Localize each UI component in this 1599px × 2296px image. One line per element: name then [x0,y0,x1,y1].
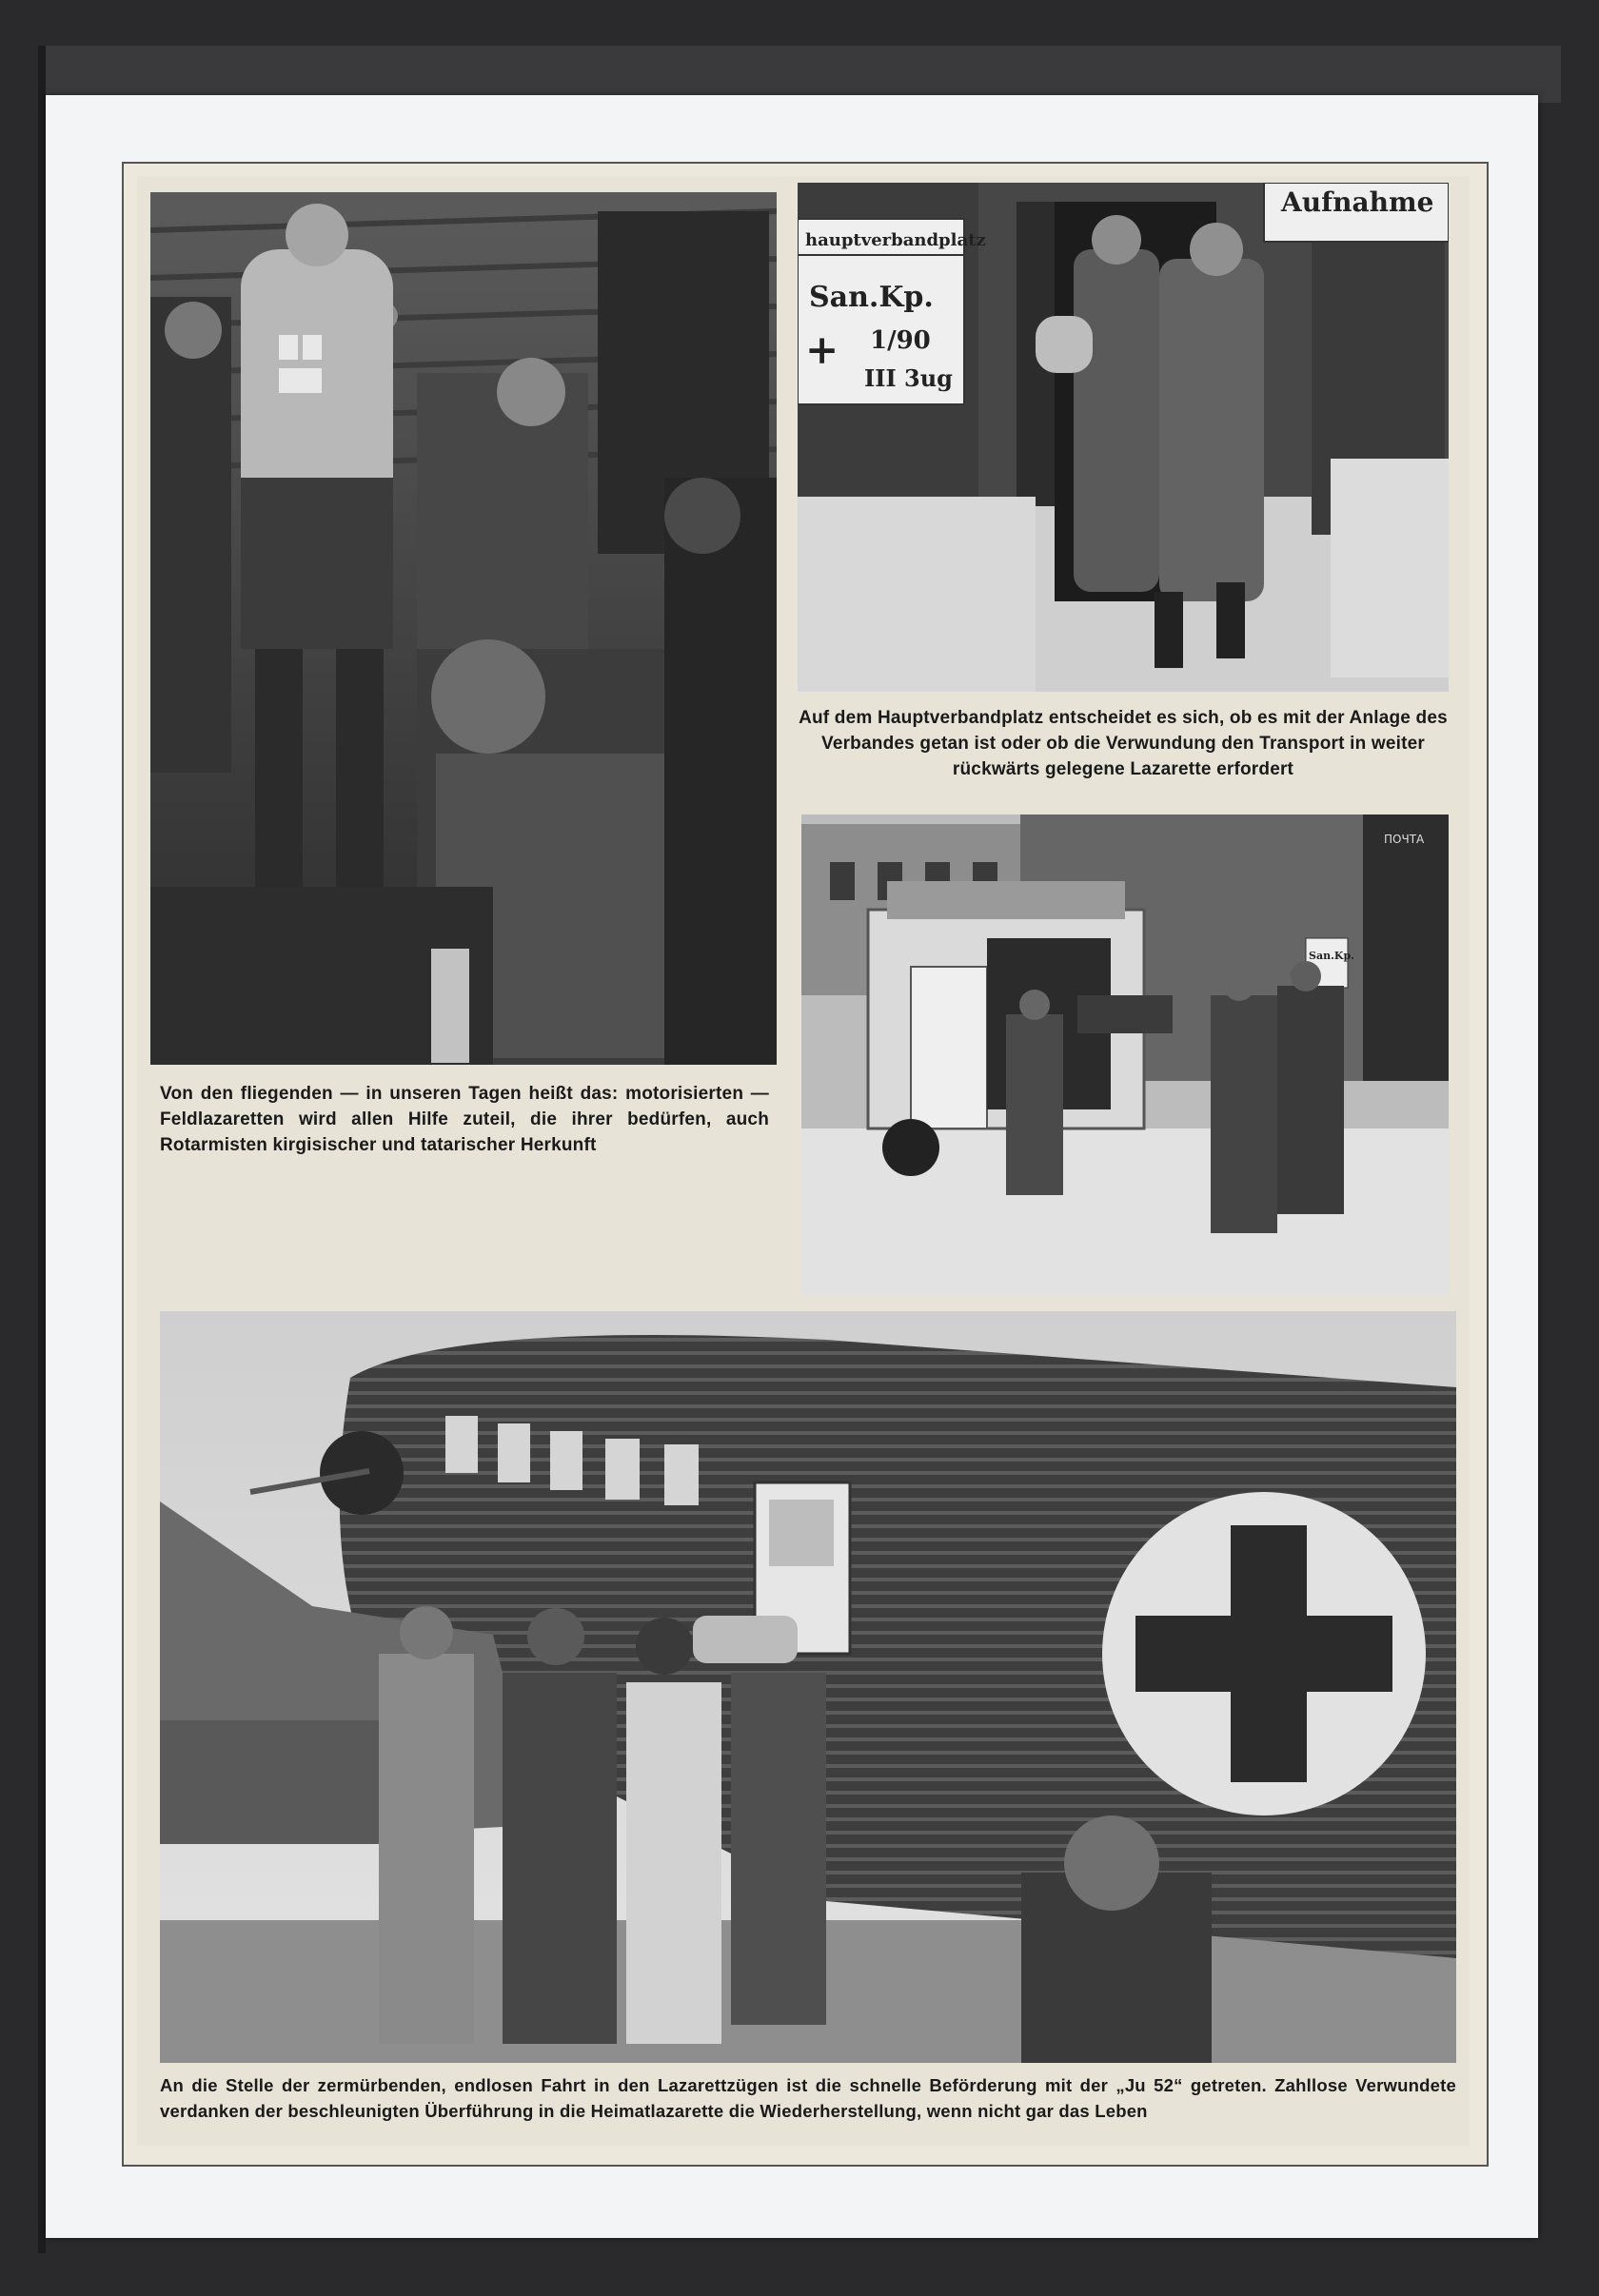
aircraft-image [160,1311,1456,2063]
caption-dressing-station: Auf dem Hauptverbandplatz entscheidet es sich, ob es mit der Anlage des Verbandes getan ist oder ob die Verwundung den Transport in weiter rückwärts gelegene Lazarette erfordert [799,708,1448,779]
photo-dressing-station [798,183,1449,692]
sign-line-2: San.Kp. [809,281,934,314]
album-page-edge [38,46,1561,103]
small-sign: San.Kp. [1309,950,1354,962]
field-hospital-image [150,192,777,1065]
sign-cross: + [805,326,839,373]
photo-field-hospital [150,192,777,1065]
album-sheet [46,95,1538,2238]
caption-ju52: An die Stelle der zermürbenden, endlosen Fahrt in den Lazarettzügen ist die schnelle Beförderung mit der „Ju 52“ getreten. Zahllose Verwundete verdanken der beschleunigten Überführung in die Heimatlazarette die Wiederherstellung, wenn nicht gar das Leben [160,2075,1456,2121]
building-sign: ПОЧТА [1384,833,1425,846]
caption-field-hospital: Von den fliegenden — in unseren Tagen heißt das: motorisierten — Feldlazaretten wird allen Hilfe zuteil, die ihrer bedürfen, auch Rotarmisten kirgisischer und tatarischer Herkunft [160,1084,769,1155]
sign-line-3: 1/90 [870,326,931,355]
dressing-station-image [798,183,1449,692]
mount-frame [122,162,1489,2167]
album-binding [38,46,46,2253]
magazine-clipping [137,177,1470,2145]
photo-ambulance [801,814,1449,1295]
sign-line-1: hauptverbandplatz [805,230,986,250]
photo-ju52-aircraft [160,1311,1456,2063]
ambulance-image [801,814,1449,1295]
sign-line-4: III 3ug [864,364,953,392]
door-sign: Aufnahme [1281,186,1434,218]
